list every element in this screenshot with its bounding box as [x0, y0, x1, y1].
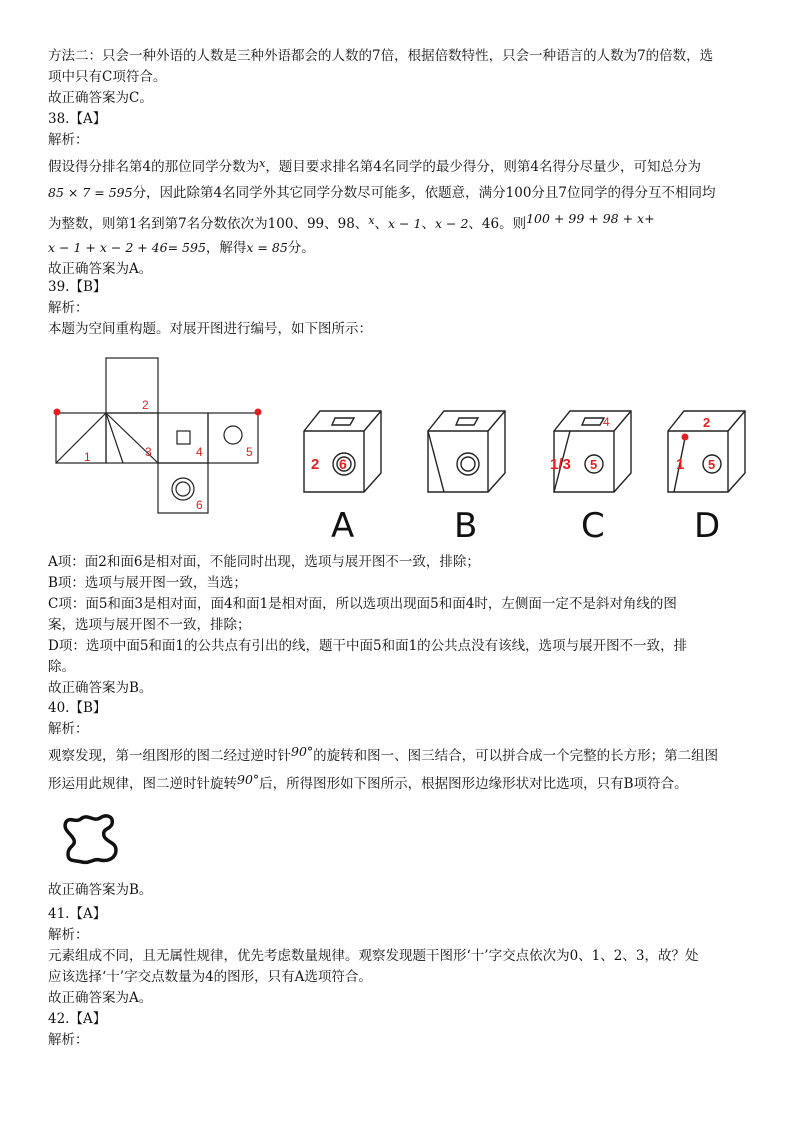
net-label-2: 2	[142, 398, 149, 412]
option-b-analysis: B项：选项与展开图一致，当选；	[48, 575, 247, 591]
text-span: 为整数，则第1名到第7名分数依次为100、99、98、	[48, 216, 369, 232]
text-line: 方法二：只会一种外语的人数是三种外语都会的人数的7倍，根据倍数特性，只会一种语言的人数为7的倍数，选	[48, 48, 714, 64]
analysis-label: 解析：	[48, 927, 89, 943]
red-dot	[255, 409, 262, 416]
double-circle-inner	[176, 482, 190, 496]
answer-line: 故正确答案为A。	[48, 261, 153, 277]
question-number: 42.【A】	[48, 1011, 107, 1027]
cube-c-label-4: 4	[603, 415, 610, 429]
cube-c-label-13: 1/3	[550, 456, 571, 473]
text-line: 项中只有C项符合。	[48, 69, 167, 85]
question-41	[48, 904, 760, 1009]
option-a-analysis: A项：面2和面6是相对面，不能同时出现，选项与展开图不一致，排除；	[48, 554, 480, 570]
question-number: 39.【B】	[48, 279, 107, 295]
text-span: 形运用此规律，图二逆时针旋转	[48, 776, 237, 792]
cube-option-a	[304, 411, 381, 492]
text-line: 应该选择‘十’字交点数量为4的图形，只有A选项符合。	[48, 969, 372, 985]
net-labels	[84, 398, 253, 512]
math-expr: x − 1	[388, 216, 422, 231]
double-circle-outer	[172, 478, 194, 500]
cube-a-label-2: 2	[311, 456, 320, 473]
circle-symbol	[224, 426, 242, 444]
net-face-2	[106, 358, 158, 413]
cube-c-label-5: 5	[590, 457, 598, 472]
math-expr: x = 85	[246, 240, 288, 255]
math-expr: x − 2	[434, 216, 469, 231]
cube-d-label-1: 1	[676, 456, 685, 473]
text-span: 后，所得图形如下图所示，根据图形边缘形状对比选项，只有B项符合。	[259, 776, 688, 792]
analysis-label: 解析：	[48, 1032, 89, 1048]
text-line	[48, 206, 760, 237]
text-line	[48, 740, 760, 768]
text-line	[48, 151, 760, 180]
text-line	[48, 768, 760, 796]
rotated-shape-figure	[60, 812, 122, 868]
cube-a-letter: A	[331, 506, 355, 546]
math-expr: 90°	[291, 744, 314, 759]
math-expr: x − 1 + x − 2 + 46= 595	[48, 240, 206, 255]
text-span: 假设得分排名第4的那位同学分数为	[48, 159, 260, 175]
cube-c-letter: C	[581, 506, 605, 546]
analysis-label: 解析：	[48, 721, 89, 737]
text-line	[48, 180, 760, 206]
question-40-answer	[48, 880, 760, 901]
cube-b-letter: B	[454, 506, 478, 546]
option-d-analysis: 除。	[48, 659, 75, 675]
text-span: ，解得	[205, 240, 247, 256]
cube-figure-svg	[48, 355, 768, 555]
red-dot	[54, 409, 61, 416]
analysis-label: 解析：	[48, 132, 89, 148]
question-number: 38.【A】	[48, 111, 107, 127]
net-diagonal	[56, 413, 106, 463]
text-span: ，题目要求排名第4名同学的最少得分，则第4名得分尽量少，可知总分为	[265, 159, 701, 175]
cube-a-label-6: 6	[339, 456, 347, 472]
question-40	[48, 698, 760, 796]
math-expr: 90°	[237, 772, 260, 787]
text-line: 元素组成不同，且无属性规律，优先考虑数量规律。观察发现题干图形‘十’字交点依次为0、1、2、3，故？处	[48, 948, 699, 964]
net-label-6: 6	[196, 498, 203, 512]
top-square	[332, 418, 354, 425]
answer-line: 故正确答案为B。	[48, 680, 153, 696]
text-span: 分。	[287, 240, 315, 256]
net-label-4: 4	[196, 445, 203, 459]
question-39-analysis	[48, 552, 760, 699]
cube-option-b	[428, 411, 505, 492]
text-line	[48, 237, 760, 259]
top-square	[456, 418, 478, 425]
prev-question-tail	[48, 46, 760, 109]
net-label-3: 3	[145, 445, 152, 459]
answer-line: 故正确答案为C。	[48, 90, 153, 106]
text-span: 、46。则	[468, 216, 527, 232]
cube-net	[56, 358, 258, 513]
square-symbol	[177, 431, 190, 444]
question-42	[48, 1009, 760, 1051]
math-expr: 100 + 99 + 98 + x+	[526, 211, 655, 226]
text-span: 、	[374, 216, 389, 232]
net-label-5: 5	[246, 445, 253, 459]
analysis-label: 解析：	[48, 300, 89, 316]
question-number: 41.【A】	[48, 906, 107, 922]
red-dot	[682, 434, 689, 441]
option-c-analysis: C项：面5和面3是相对面，面4和面1是相对面，所以选项出现面5和面4时，左侧面一定不是斜对角线的图	[48, 596, 677, 612]
cube-d-label-2: 2	[703, 415, 711, 430]
answer-line: 故正确答案为A。	[48, 990, 153, 1006]
math-var: x	[259, 157, 266, 170]
answer-line: 故正确答案为B。	[48, 882, 153, 898]
text-line: 本题为空间重构题。对展开图进行编号，如下图所示：	[48, 321, 372, 337]
question-38	[48, 109, 760, 280]
text-span: 分，因此除第4名同学外其它同学分数尽可能多，依题意，满分100分且7位同学的得分互不相同均	[132, 185, 716, 201]
cube-option-c	[554, 411, 631, 492]
question-number: 40.【B】	[48, 700, 107, 716]
cube-figure	[48, 355, 768, 555]
option-d-analysis: D项：选项中面5和面1的公共点有引出的线，题干中面5和面1的公共点没有该线，选项与展开图不一致，排	[48, 638, 688, 654]
text-span: 、	[421, 216, 435, 232]
irregular-shape	[65, 816, 116, 862]
math-var: x	[368, 214, 375, 227]
text-span: 观察发现，第一组图形的图二经过逆时针	[48, 748, 291, 764]
net-label-1: 1	[84, 450, 91, 464]
text-span: 的旋转和图一、图三结合，可以拼合成一个完整的长方形；第二组图	[313, 748, 719, 764]
option-c-analysis: 案，选项与展开图不一致，排除；	[48, 617, 251, 633]
math-expr: 85 × 7 = 595	[48, 185, 133, 200]
rotated-shape-svg	[60, 812, 122, 868]
cube-d-label-5: 5	[708, 457, 716, 472]
top-square	[582, 418, 604, 425]
cube-d-letter: D	[694, 506, 721, 546]
question-39	[48, 277, 760, 340]
